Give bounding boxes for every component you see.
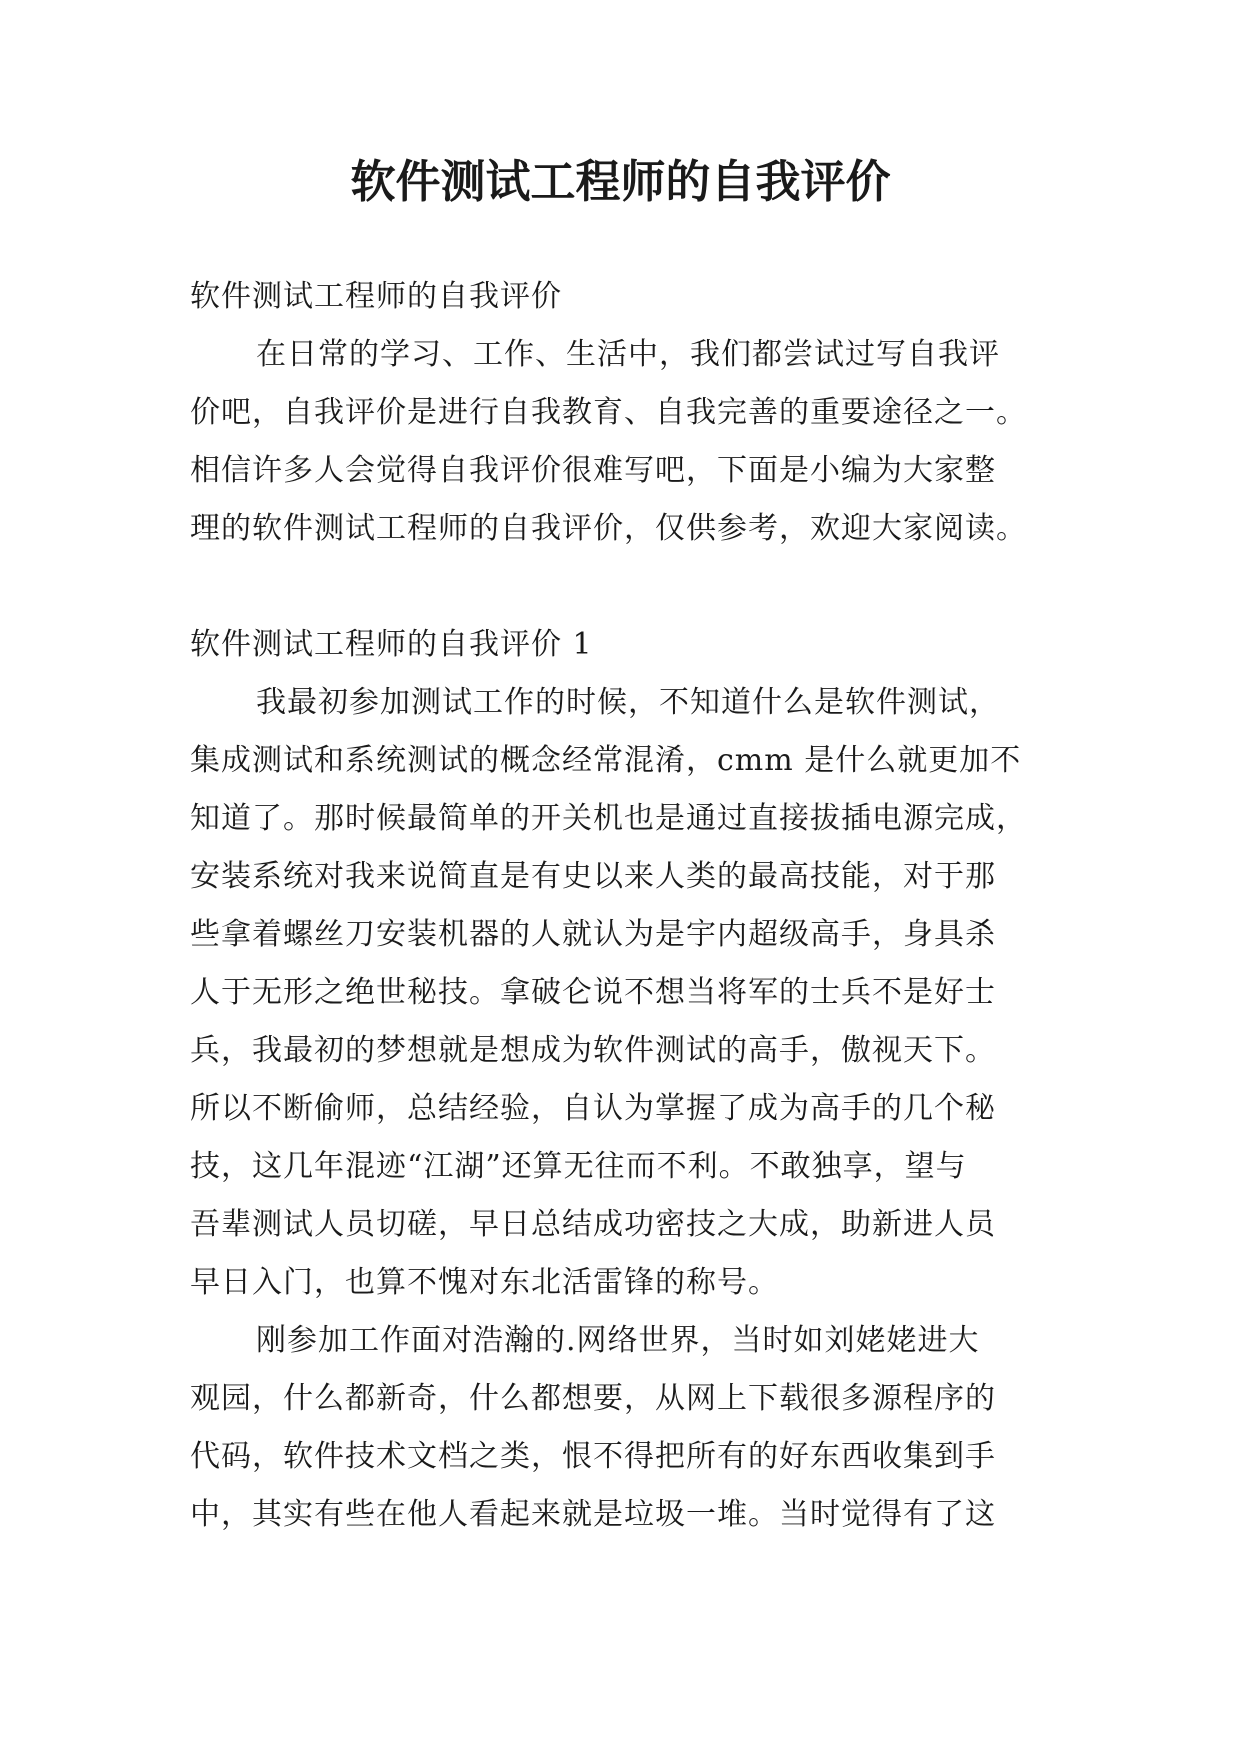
paragraph-line: 中，其实有些在他人看起来就是垃圾一堆。当时觉得有了这 [190,1497,996,1532]
paragraph-line: 集成测试和系统测试的概念经常混淆，cmm 是什么就更加不 [190,743,1022,778]
paragraph-gap [190,558,1060,616]
document-body [190,268,1060,1544]
paragraph-line: 吾辈测试人员切磋，早日总结成功密技之大成，助新进人员 [190,1207,996,1242]
subtitle: 软件测试工程师的自我评价 [190,279,562,314]
paragraph-line: 我最初参加测试工作的时候，不知道什么是软件测试， [256,685,1000,720]
paragraph-line: 刚参加工作面对浩瀚的.网络世界，当时如刘姥姥进大 [256,1323,980,1358]
paragraph-line: 在日常的学习、工作、生活中，我们都尝试过写自我评 [256,337,1000,372]
paragraph-line: 安装系统对我来说简直是有史以来人类的最高技能，对于那 [190,859,996,894]
paragraph-line: 知道了。那时候最简单的开关机也是通过直接拔插电源完成， [190,801,1027,836]
paragraph-line: 代码，软件技术文档之类，恨不得把所有的好东西收集到手 [190,1439,996,1474]
section1-paragraph-2 [190,1312,1060,1544]
paragraph-line: 兵，我最初的梦想就是想成为软件测试的高手，傲视天下。 [190,1033,996,1068]
paragraph-line: 所以不断偷师，总结经验，自认为掌握了成为高手的几个秘 [190,1091,996,1126]
section1-paragraph-1 [190,674,1060,1312]
document-title: 软件测试工程师的自我评价 [350,155,891,208]
paragraph-line: 观园，什么都新奇，什么都想要，从网上下载很多源程序的 [190,1381,996,1416]
paragraph-line: 价吧，自我评价是进行自我教育、自我完善的重要途径之一。 [190,395,1027,430]
paragraph-line: 些拿着螺丝刀安装机器的人就认为是宇内超级高手，身具杀 [190,917,996,952]
paragraph-line: 人于无形之绝世秘技。拿破仑说不想当将军的士兵不是好士 [190,975,996,1010]
paragraph-line: 相信许多人会觉得自我评价很难写吧，下面是小编为大家整 [190,453,996,488]
paragraph-line: 技，这几年混迹“江湖”还算无往而不利。不敢独享，望与 [190,1149,967,1184]
section-heading: 软件测试工程师的自我评价 1 [190,627,593,662]
intro-paragraph [190,326,1060,558]
paragraph-line: 理的软件测试工程师的自我评价，仅供参考，欢迎大家阅读。 [190,511,1027,546]
paragraph-line: 早日入门，也算不愧对东北活雷锋的称号。 [190,1265,779,1300]
